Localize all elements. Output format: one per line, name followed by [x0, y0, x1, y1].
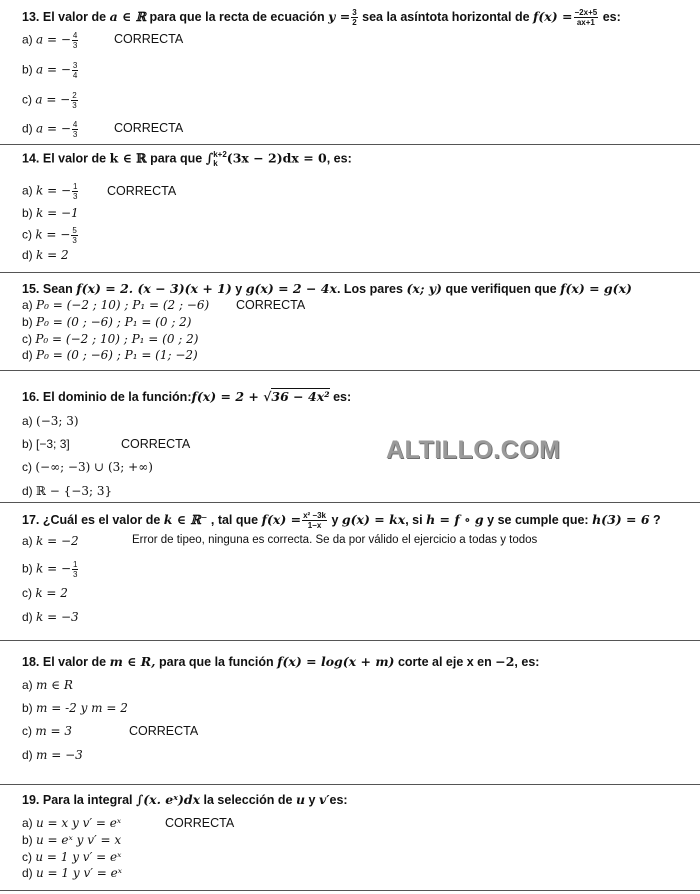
option-b: b) u = eˣ y v′ = x [22, 833, 122, 847]
option-b: b) k = −1 [22, 206, 79, 220]
correct-tag: CORRECTA [114, 121, 184, 135]
question-18 [22, 654, 694, 669]
question-title: 18. El valor de m ∈ R, para que la función f(x) = log(x + m) corte al eje x en −2, es: [22, 654, 540, 669]
option-d: d) ℝ − {−3; 3} [22, 484, 113, 498]
separator [0, 890, 700, 891]
option-b: b) k = − $\frac{1}{3}$ [22, 560, 78, 579]
separator [0, 640, 700, 641]
option-b: b) m = -2 y m = 2 [22, 701, 128, 715]
question-title: 17. ¿Cuál es el valor de k ∈ ℝ⁻ , tal que f(x) = $\frac{\text{x² −3k}}{1-x}$ y g(x) = kx, si h = f ∘ g y se cumple que: h(3) = 6 ? [22, 511, 661, 530]
correct-tag: CORRECTA [107, 184, 177, 198]
option-c: c) k = − $\frac{5}{3}$ [22, 226, 77, 245]
watermark: ALTILLO.COM [386, 436, 561, 464]
option-c: c) m = 3 [22, 724, 73, 738]
option-a: a) k = −2 [22, 534, 79, 548]
separator [0, 272, 700, 273]
correct-tag: CORRECTA [121, 437, 191, 451]
question-15 [22, 281, 694, 296]
separator [0, 784, 700, 785]
question-title: 15. Sean f(x) = 2. (x − 3)(x + 1) y g(x) = 2 − 4x. Los pares (x; y) que verifiquen que f(x) = g(x) [22, 281, 632, 296]
option-b: b) P₀ = (0 ; −6) ; P₁ = (0 ; 2) [22, 315, 192, 329]
question-title: 13. El valor de a ∈ ℝ para que la recta de ecuación y = $\frac{3}{2}$ sea la asíntota horizontal de f(x) = $\frac{-2x+5}{ax+1}$ es: [22, 8, 621, 27]
option-d: d) P₀ = (0 ; −6) ; P₁ = (1; −2) [22, 348, 198, 362]
option-a: a) m ∈ R [22, 678, 73, 692]
question-17 [22, 511, 694, 530]
question-14 [22, 150, 694, 168]
option-c: c) (−∞; −3) ∪ (3; +∞) [22, 460, 153, 474]
question-title: 16. El dominio de la función:f(x) = 2 + √36 − 4x² es: [22, 389, 352, 404]
option-d: d) m = −3 [22, 748, 83, 762]
option-b: b) a = − $\frac{3}{4}$ [22, 61, 78, 80]
separator [0, 502, 700, 503]
option-d: d) k = 2 [22, 248, 69, 262]
option-d: d) k = −3 [22, 610, 79, 624]
option-a: a) k = − $\frac{1}{3}$ [22, 182, 78, 201]
option-c: c) u = 1 y v′ = eˣ [22, 850, 122, 864]
option-c: c) P₀ = (−2 ; 10) ; P₁ = (0 ; 2) [22, 332, 199, 346]
question-19 [22, 792, 694, 807]
correct-tag: CORRECTA [129, 724, 199, 738]
option-a: a) P₀ = (−2 ; 10) ; P₁ = (2 ; −6) [22, 298, 210, 312]
separator [0, 144, 700, 145]
correct-tag: CORRECTA [236, 298, 306, 312]
correct-tag: CORRECTA [114, 32, 184, 46]
option-a: a) u = x y v′ = eˣ [22, 816, 122, 830]
question-title: 19. Para la integral ∫(x. eˣ)dx la selección de u y v′es: [22, 792, 348, 807]
question-16 [22, 389, 694, 404]
question-13 [22, 8, 694, 27]
option-c: c) k = 2 [22, 586, 68, 600]
option-b: b) [−3; 3] [22, 437, 70, 451]
option-a: a) (−3; 3) [22, 414, 79, 428]
separator [0, 370, 700, 371]
question-title: 14. El valor de k ∈ ℝ para que ∫ k+2 k (3x − 2)dx = 0, es: [22, 150, 352, 168]
note-tag: Error de tipeo, ninguna es correcta. Se da por válido el ejercicio a todas y todos [132, 534, 538, 546]
option-d: d) u = 1 y v′ = eˣ [22, 866, 123, 880]
option-c: c) a = − $\frac{2}{3}$ [22, 91, 77, 110]
option-a: a) a = − $\frac{4}{3}$ [22, 31, 78, 50]
correct-tag: CORRECTA [165, 816, 235, 830]
option-d: d) a = − $\frac{4}{3}$ [22, 120, 78, 139]
